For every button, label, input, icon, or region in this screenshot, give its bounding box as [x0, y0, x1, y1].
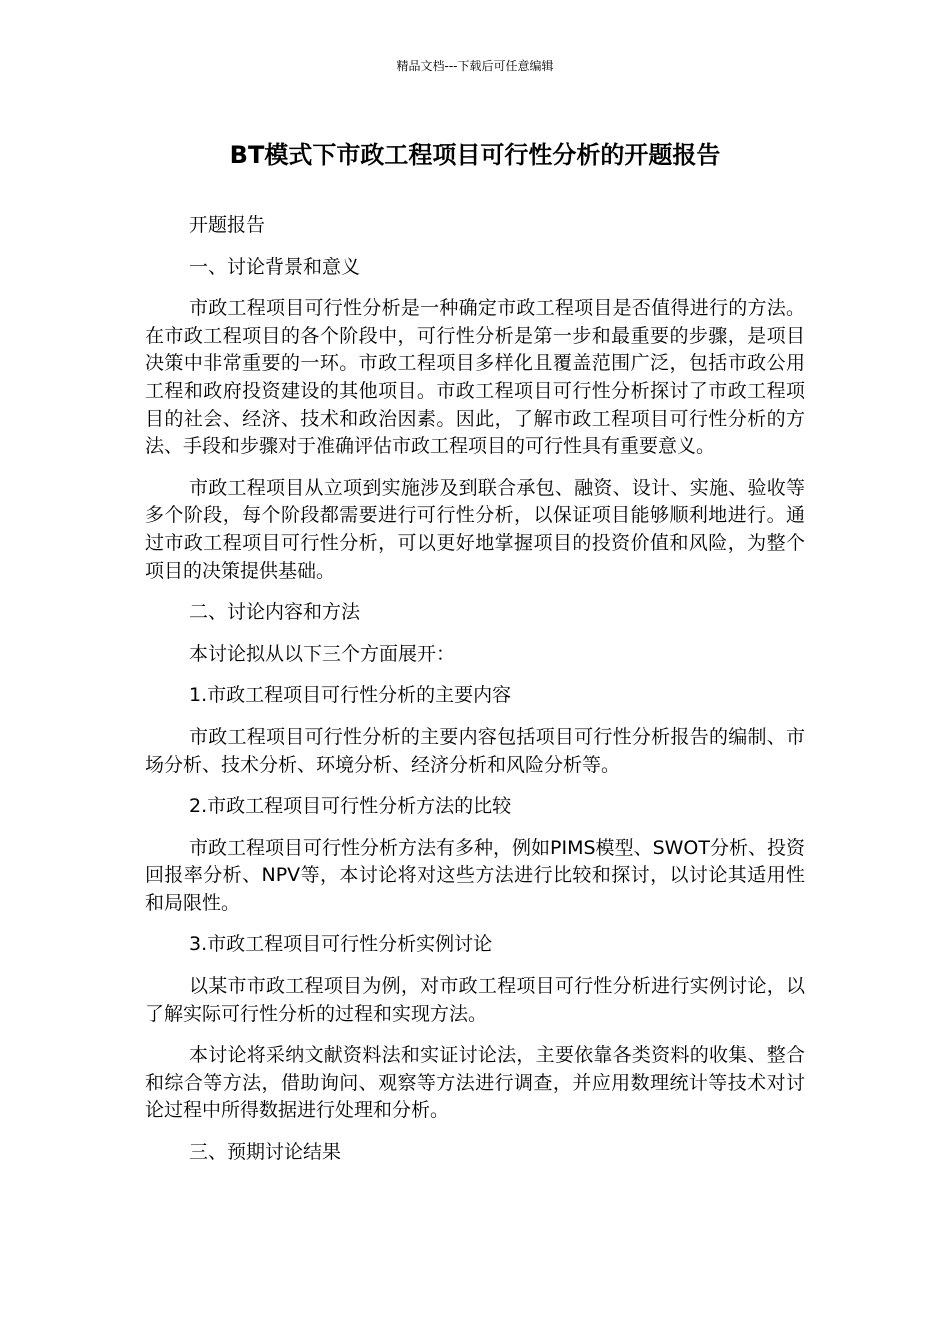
- paragraph-intro-aspects: 本讨论拟从以下三个方面展开：: [189, 642, 456, 665]
- subheading-case-study: 3.市政工程项目可行性分析实例讨论: [189, 933, 493, 956]
- page-header: 精品文档---下载后可任意编辑: [396, 59, 554, 73]
- document-title: BT模式下市政工程项目可行性分析的开题报告: [229, 141, 721, 169]
- paragraph-research-method: 本讨论将采纳文献资料法和实证讨论法，主要依靠各类资料的收集、整合和综合等方法，借助询问、观察等方法进行调查，并应用数理统计等技术对讨论过程中所得数据进行处理和分析。: [145, 1044, 805, 1122]
- subheading-main-content: 1.市政工程项目可行性分析的主要内容: [189, 684, 512, 707]
- paragraph-background-1: 市政工程项目可行性分析是一种确定市政工程项目是否值得进行的方法。在市政工程项目的各个阶段中，可行性分析是第一步和最重要的步骤，是项目决策中非常重要的一环。市政工程项目多样化且覆盖范围广泛，包括市政公用工程和政府投资建设的其他项目。市政工程项目可行性分析探讨了市政工程项目的社会、经济、技术和政治因素。因此，了解市政工程项目可行性分析的方法、手段和步骤对于准确评估市政工程项目的可行性具有重要意义。: [145, 297, 805, 458]
- subheading-method-comparison: 2.市政工程项目可行性分析方法的比较: [189, 795, 512, 818]
- paragraph-case-study: 以某市市政工程项目为例，对市政工程项目可行性分析进行实例讨论，以了解实际可行性分析的过程和实现方法。: [145, 975, 805, 1025]
- section-heading-content-method: 二、讨论内容和方法: [189, 601, 361, 624]
- section-heading-expected-results: 三、预期讨论结果: [189, 1141, 342, 1164]
- paragraph-report-label: 开题报告: [189, 214, 266, 236]
- paragraph-method-comparison: 市政工程项目可行性分析方法有多种，例如PIMS模型、SWOT分析、投资回报率分析、NPV等，本讨论将对这些方法进行比较和探讨，以讨论其适用性和局限性。: [145, 836, 805, 914]
- document-body: [145, 212, 805, 1181]
- section-heading-background: 一、讨论背景和意义: [189, 255, 361, 278]
- paragraph-background-2: 市政工程项目从立项到实施涉及到联合承包、融资、设计、实施、验收等多个阶段，每个阶段都需要进行可行性分析，以保证项目能够顺利地进行。通过市政工程项目可行性分析，可以更好地掌握项目的投资价值和风险，为整个项目的决策提供基础。: [145, 476, 805, 582]
- paragraph-main-content: 市政工程项目可行性分析的主要内容包括项目可行性分析报告的编制、市场分析、技术分析、环境分析、经济分析和风险分析等。: [145, 725, 805, 776]
